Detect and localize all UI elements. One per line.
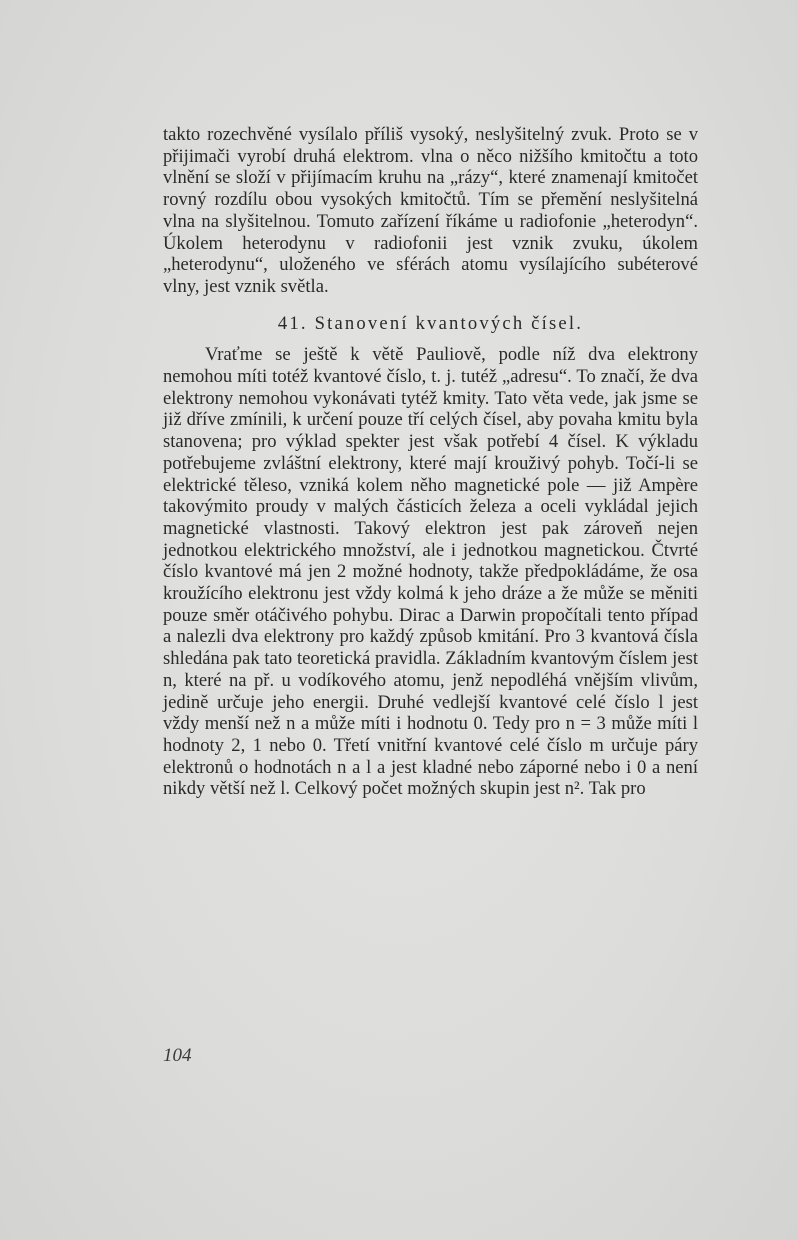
paragraph-continuation: takto rozechvěné vysílalo příliš vysoký, neslyšitelný zvuk. Proto se v přijimači vyrobí druhá elektrom. vlna o něco nižšího kmitočtu a toto vlnění se složí v přijímacím kruhu na „rázy“, které znamenají kmitočet rovný rozdílu obou vysokých kmitočtů. Tím se přemění neslyšitelná vlna na slyšitelnou. Tomuto zařízení říkáme u radiofonie „heterodyn“. Úkolem heterodynu v radiofonii jest vznik zvuku, úkolem „heterodynu“, uloženého ve sférách atomu vysílajícího subéterové vlny, jest vznik světla. bbox=[163, 124, 698, 297]
section-heading: 41. Stanovení kvantových čísel. bbox=[277, 312, 584, 334]
paragraph-main: Vraťme se ještě k větě Pauliově, podle níž dva elektrony nemohou míti totéž kvantové číslo, t. j. tutéž „adresu“. To značí, že dva elektrony nemohou vykonávati tytéž kmity. Tato věta vede, jak jsme se již dříve zmínili, k určení pouze tří celých čísel, aby povaha kmitu byla stanovena; pro výklad spekter jest však potřebí 4 čísel. K výkladu potřebujeme zvláštní elektrony, které mají krouživý pohyb. Točí-li se elektrické těleso, vzniká kolem něho magnetické pole — již Ampère takovýmito proudy v malých částicích železa a oceli vykládal jejich magnetické vlastnosti. Takový elektron jest pak zároveň nejen jednotkou elektrického množství, ale i jednotkou magnetickou. Čtvrté číslo kvantové má jen 2 možné hodnoty, takže předpokládáme, že osa kroužícího elektronu jest vždy kolmá k jeho dráze a že může se měniti pouze směr otáčivého pohybu. Dirac a Darwin propočítali tento případ a nalezli dva elektrony pro každý způsob kmitání. Pro 3 kvantová čísla shledána pak tato teoretická pravidla. Základním kvantovým číslem jest n, které na př. u vodíkového atomu, jenž nepodléhá vnějším vlivům, jedině určuje jeho energii. Druhé vedlejší kvantové celé číslo l jest vždy menší než n a může míti i hodnotu 0. Tedy pro n = 3 může míti l hodnoty 2, 1 nebo 0. Třetí vnitřní kvantové celé číslo m určuje páry elektronů o hodnotách n a l a jest kladné nebo záporné nebo i 0 a není nikdy větší než l. Celkový počet možných skupin jest n². Tak pro bbox=[163, 344, 698, 800]
page-number: 104 bbox=[163, 1045, 192, 1066]
body-text bbox=[163, 124, 698, 800]
